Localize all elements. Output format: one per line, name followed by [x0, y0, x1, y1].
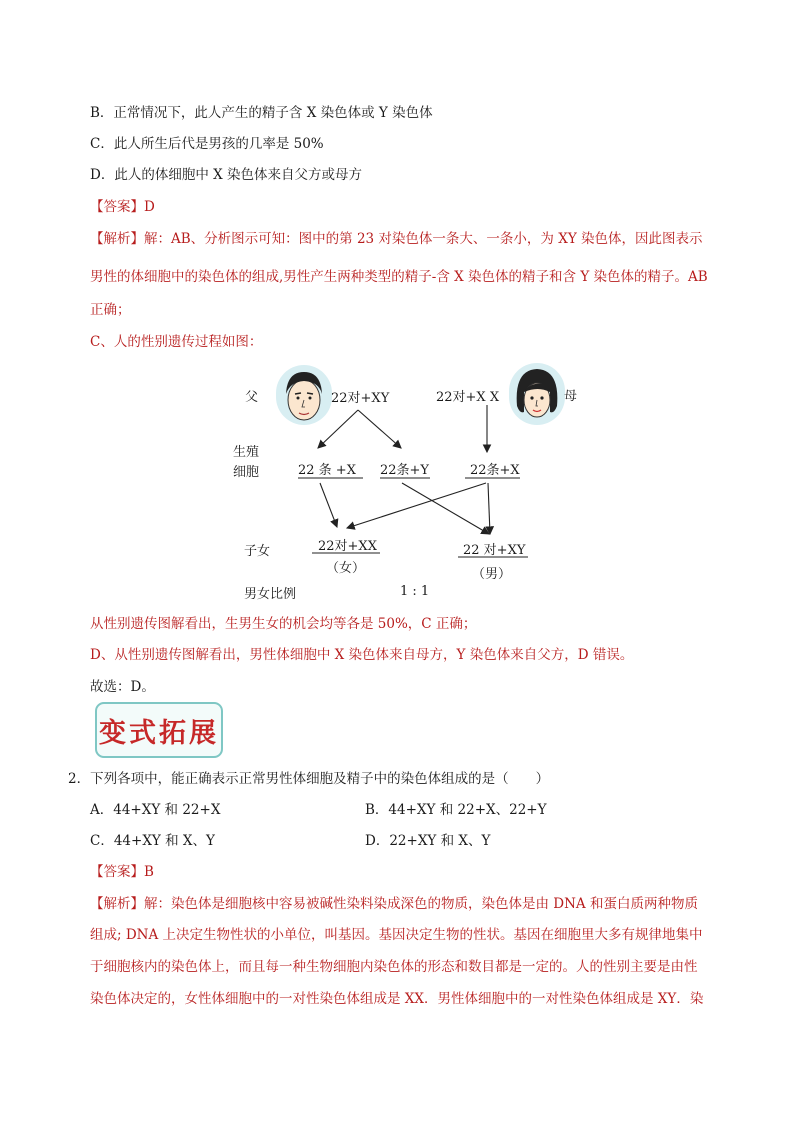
option-b: B．44+XY 和 22+X、22+Y [365, 802, 547, 818]
variant-extension-banner [95, 702, 223, 758]
offspring-label: 子女 [244, 544, 271, 559]
analysis-line: 从性别遗传图解看出，生男生女的机会均等各是 50%，C 正确； [90, 616, 477, 632]
arrow-egg-to-daughter [347, 483, 486, 528]
analysis-line: 组成; DNA 上决定生物性状的小单位，叫基因。基因决定生物的性状。基因在细胞里大多有规律地集中 [90, 927, 703, 943]
conclusion-line: 故选：D。 [90, 679, 155, 695]
option-d: D．22+XY 和 X、Y [365, 833, 491, 849]
answer-line [90, 195, 155, 215]
analysis-line: 染色体决定的，女性体细胞中的一对性染色体组成是 XX．男性体细胞中的一对性染色体组成是 XY．染 [90, 991, 704, 1007]
son-sex: （男） [472, 567, 512, 582]
banner-title: 变式拓展 [99, 717, 219, 749]
germ-cell-label-1: 生殖 [233, 445, 260, 460]
mother-genotype: 22对+X X [436, 390, 500, 405]
son-genotype: 22 对+XY [463, 543, 526, 558]
daughter-sex: （女） [326, 561, 366, 576]
analysis-line: 【解析】解：染色体是细胞核中容易被碱性染料染成深色的物质，染色体是由 DNA 和蛋白质两种物质 [90, 896, 698, 912]
daughter-genotype: 22对+XX [318, 539, 377, 554]
question-2-stem: 2．下列各项中，能正确表示正常男性体细胞及精子中的染色体组成的是（ ） [68, 771, 550, 787]
option-a: A．44+XY 和 22+X [90, 802, 221, 818]
gamete-x-egg: 22条+X [470, 463, 520, 478]
father-genotype: 22对+XY [331, 391, 390, 406]
ratio-value: 1 : 1 [400, 584, 430, 599]
arrow-y-sperm-to-son [402, 483, 489, 534]
father-face-icon [275, 364, 333, 426]
gamete-y-sperm: 22条+Y [380, 463, 430, 478]
analysis-line: 于细胞核内的染色体上，而且每一种生物细胞内染色体的形态和数目都是一定的。人的性别主要是由性 [90, 959, 698, 975]
option-b-line: B．正常情况下，此人产生的精子含 X 染色体或 Y 染色体 [90, 105, 433, 121]
answer-label: 【答案】 [90, 199, 144, 215]
ratio-label: 男女比例 [244, 587, 297, 602]
analysis-line: C、人的性别遗传过程如图： [90, 334, 263, 350]
arrow-father-to-y-sperm [358, 410, 401, 448]
answer-value: D [144, 199, 155, 215]
answer-value: B [144, 864, 154, 880]
analysis-line: 【解析】解：AB、分析图示可知：图中的第 23 对染色体一条大、一条小，为 XY 染色体，因此图表示 [90, 231, 703, 247]
arrow-egg-to-son [488, 483, 490, 534]
option-d-line: D．此人的体细胞中 X 染色体来自父方或母方 [90, 167, 363, 183]
option-c-line: C．此人所生后代是男孩的几率是 50% [90, 136, 324, 152]
germ-cell-label-2: 细胞 [233, 465, 260, 480]
mother-label: 母 [564, 389, 578, 404]
analysis-line: 男性的体细胞中的染色体的组成,男性产生两种类型的精子-含 X 染色体的精子和含 Y 染色体的精子。AB [90, 269, 708, 285]
gamete-x-sperm: 22 条 +X [298, 463, 356, 478]
mother-face-icon [508, 362, 566, 426]
analysis-line: 正确； [90, 302, 131, 318]
answer-line [90, 860, 154, 880]
arrow-x-sperm-to-daughter [320, 483, 337, 527]
answer-label: 【答案】 [90, 864, 144, 880]
option-c: C．44+XY 和 X、Y [90, 833, 215, 849]
analysis-line: D、从性别遗传图解看出，男性体细胞中 X 染色体来自母方，Y 染色体来自父方，D 错误。 [90, 647, 634, 663]
father-label: 父 [245, 390, 259, 405]
